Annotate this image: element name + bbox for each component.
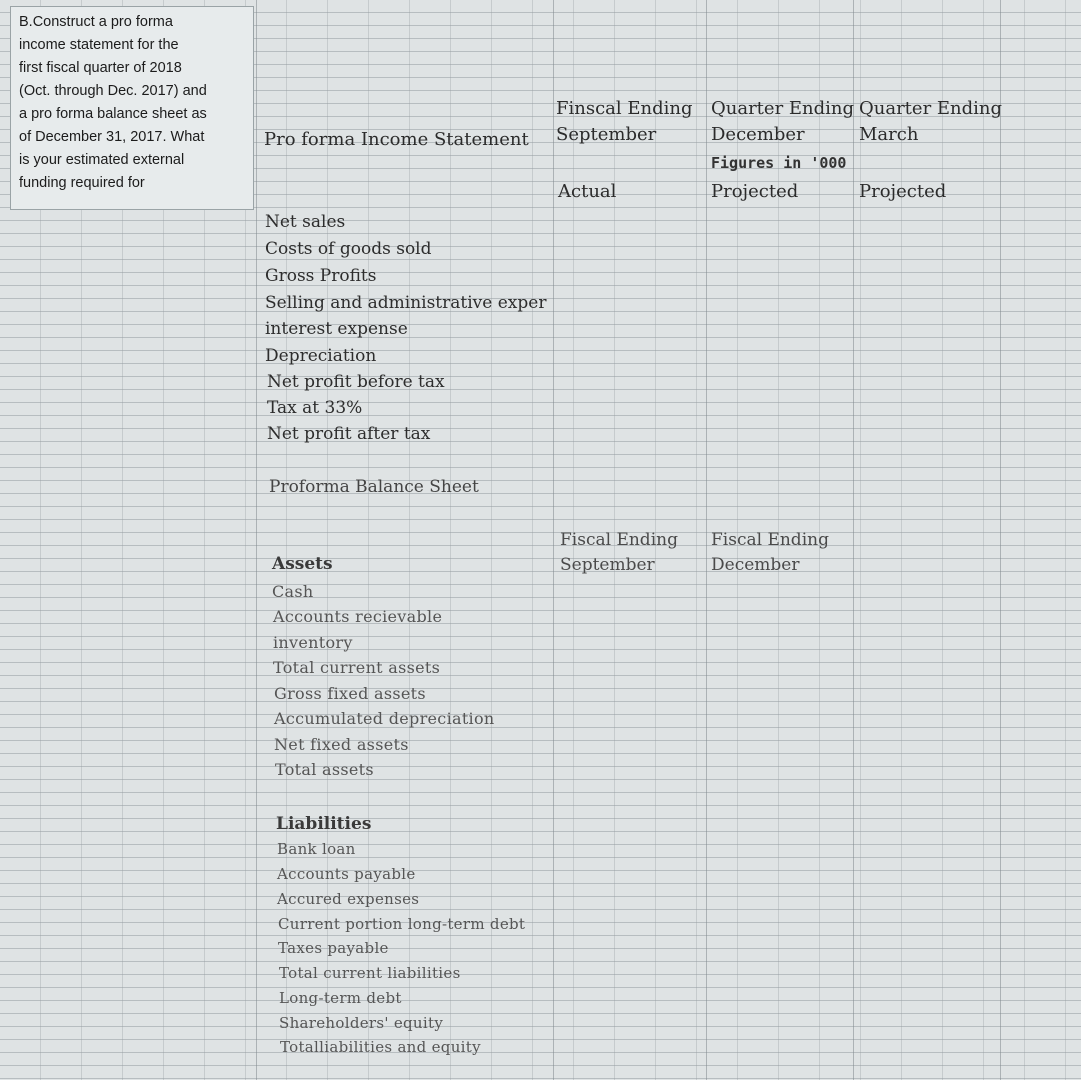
row-selling-admin[interactable]: Selling and administrative exper [265, 293, 547, 313]
col-header-projected[interactable]: Projected [859, 181, 947, 202]
liab-bank-loan[interactable]: Bank loan [277, 840, 356, 858]
comment-line: B.Construct a pro forma [19, 14, 173, 30]
col-header-march-line2[interactable]: March [859, 124, 919, 145]
income-statement-title[interactable]: Pro forma Income Statement [264, 129, 529, 150]
comment-line: of December 31, 2017. What [19, 129, 205, 145]
asset-total[interactable]: Total assets [275, 760, 374, 779]
col-header-september-line2[interactable]: September [556, 124, 657, 145]
row-net-profit-before-tax[interactable]: Net profit before tax [267, 372, 445, 392]
liab-accounts-payable[interactable]: Accounts payable [277, 865, 416, 883]
row-cogs[interactable]: Costs of goods sold [265, 239, 432, 259]
asset-total-current[interactable]: Total current assets [273, 658, 441, 677]
row-net-profit-after-tax[interactable]: Net profit after tax [267, 424, 431, 444]
liab-long-term-debt[interactable]: Long-term debt [279, 989, 402, 1007]
bs-col-december-line1[interactable]: Fiscal Ending [711, 530, 829, 550]
liab-taxes-payable[interactable]: Taxes payable [278, 939, 389, 957]
col-header-projected[interactable]: Projected [711, 181, 799, 202]
liab-total-liabilities-equity[interactable]: Totalliabilities and equity [280, 1038, 481, 1056]
bs-col-september-line2[interactable]: September [560, 555, 655, 575]
comment-line: funding required for [19, 175, 145, 191]
col-header-march-line1[interactable]: Quarter Ending [859, 98, 1003, 119]
comment-line: is your estimated external [19, 152, 185, 168]
liab-current-portion-ltd[interactable]: Current portion long-term debt [278, 915, 526, 933]
row-depreciation[interactable]: Depreciation [265, 346, 377, 366]
grid-line [706, 0, 707, 1080]
grid-line [853, 0, 854, 1080]
bs-col-september-line1[interactable]: Fiscal Ending [560, 530, 678, 550]
col-header-actual[interactable]: Actual [558, 181, 617, 202]
balance-sheet-title[interactable]: Proforma Balance Sheet [269, 477, 479, 497]
row-interest-expense[interactable]: interest expense [265, 319, 408, 339]
comment-line: first fiscal quarter of 2018 [19, 60, 182, 76]
asset-cash[interactable]: Cash [272, 582, 314, 601]
liab-total-current[interactable]: Total current liabilities [279, 964, 461, 982]
asset-gross-fixed[interactable]: Gross fixed assets [274, 684, 426, 703]
col-header-december-line1[interactable]: Quarter Ending [711, 98, 855, 119]
row-net-sales[interactable]: Net sales [265, 212, 346, 232]
asset-inventory[interactable]: inventory [273, 633, 353, 652]
cell-comment-box[interactable] [10, 6, 254, 210]
row-tax[interactable]: Tax at 33% [267, 398, 363, 418]
liab-shareholders-equity[interactable]: Shareholders' equity [279, 1014, 444, 1032]
grid-line [553, 0, 554, 1080]
liab-accrued-expenses[interactable]: Accured expenses [277, 890, 420, 908]
figures-unit-label[interactable]: Figures in '000 [711, 154, 847, 172]
bs-col-december-line2[interactable]: December [711, 555, 800, 575]
comment-line: a pro forma balance sheet as [19, 106, 207, 122]
row-gross-profits[interactable]: Gross Profits [265, 266, 377, 286]
liabilities-header[interactable]: Liabilities [276, 814, 372, 834]
asset-accounts-receivable[interactable]: Accounts recievable [273, 607, 443, 626]
grid-line [256, 0, 257, 1080]
col-header-september-line1[interactable]: Finscal Ending [556, 98, 693, 119]
asset-accumulated-depreciation[interactable]: Accumulated depreciation [274, 709, 495, 728]
comment-line: (Oct. through Dec. 2017) and [19, 83, 207, 99]
asset-net-fixed[interactable]: Net fixed assets [274, 735, 409, 754]
col-header-december-line2[interactable]: December [711, 124, 805, 145]
assets-header[interactable]: Assets [272, 554, 333, 574]
comment-line: income statement for the [19, 37, 179, 53]
grid-line [1000, 0, 1001, 1080]
